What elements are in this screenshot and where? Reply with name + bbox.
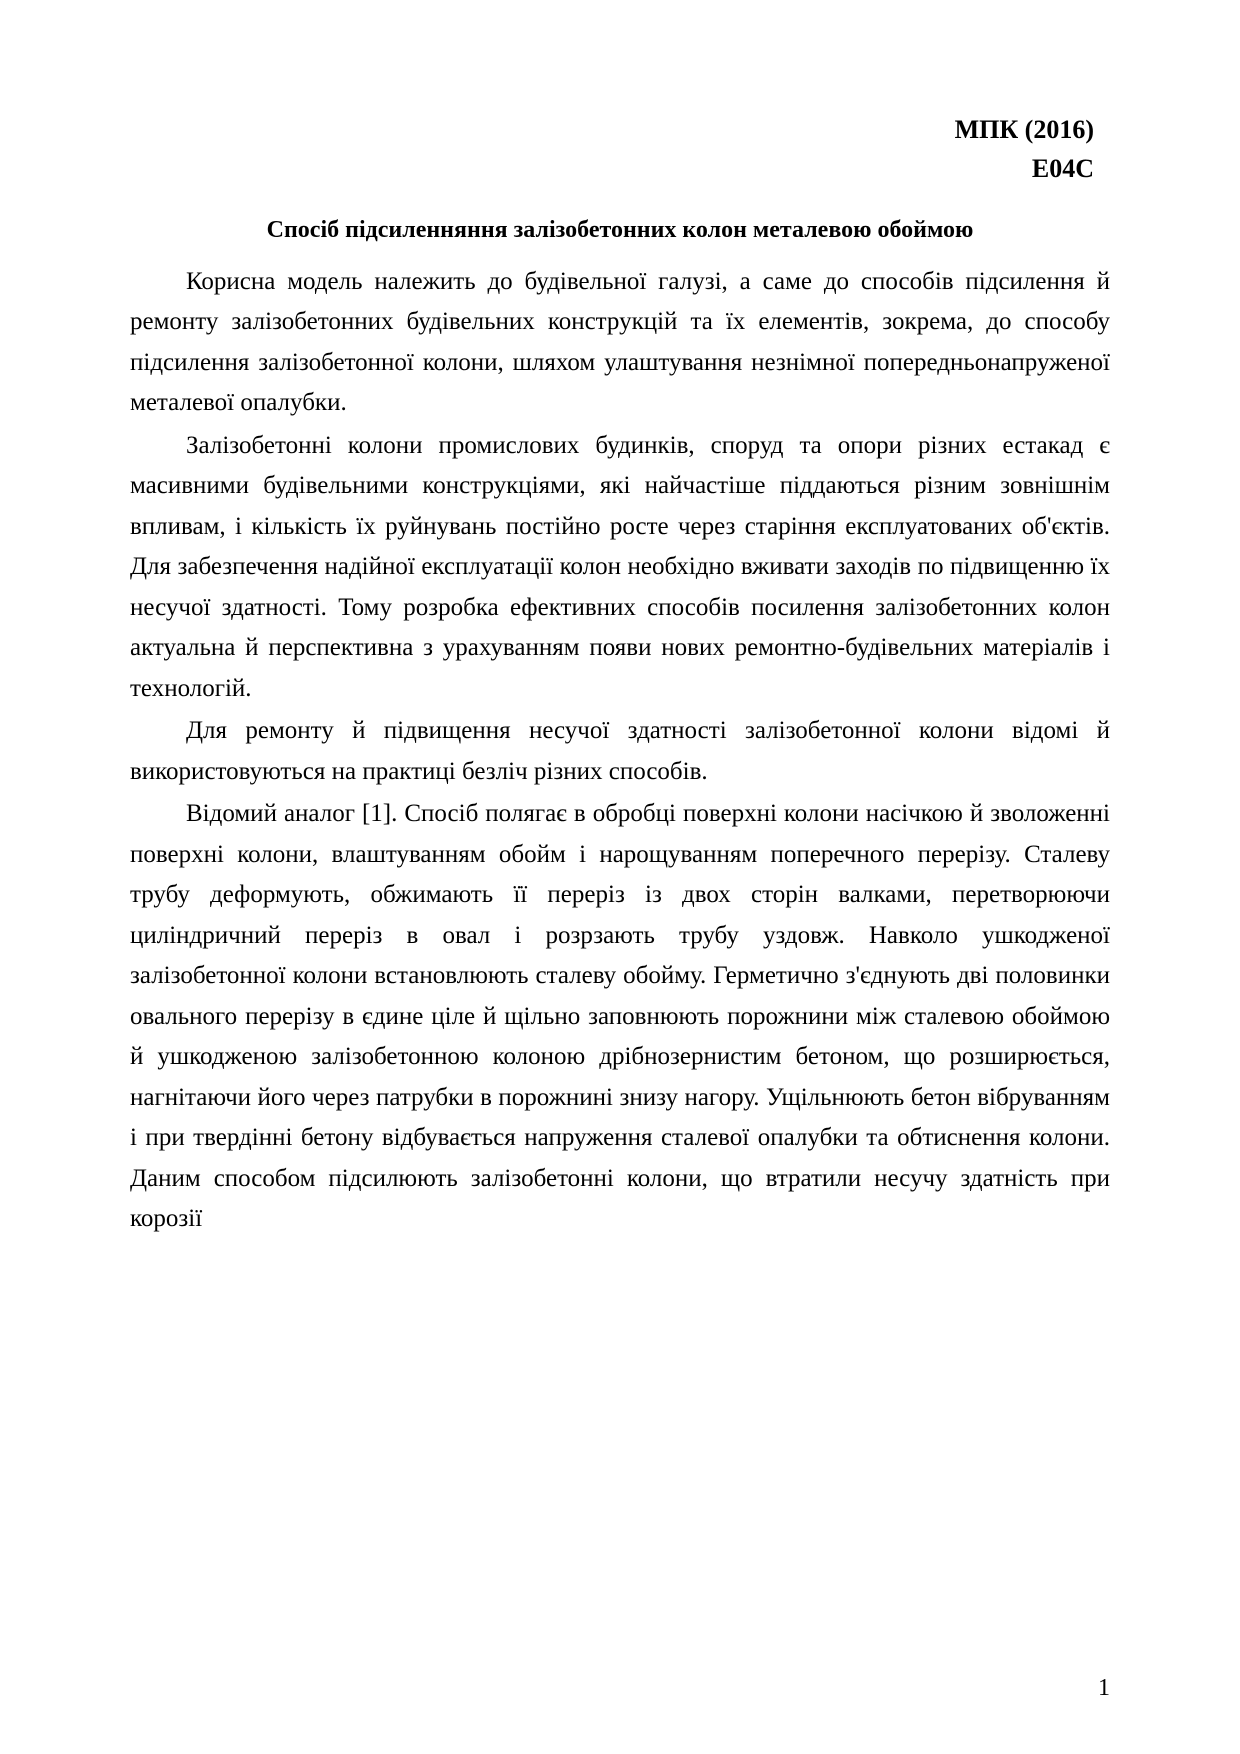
paragraph-1: Корисна модель належить до будівельної галузі, а саме до способів підсилення й ремонту залізобетонних будівельних конструкцій та їх елементів, зокрема, до способу підсилення залізобетонної колони, шляхом улаштування незнімної попередньонапруженої металевої опалубки. [130,267,1110,417]
ipc-code-year: МПК (2016) [954,115,1094,144]
paragraph-2: Залізобетонні колони промислових будинків, споруд та опори різних естакад є масивними будівельними конструкціями, які найчастіше піддаються різним зовнішнім впливам, і кількість їх руйнувань постійно росте через старіння експлуатованих об'єктів. Для забезпечення надійної експлуатації колон необхідно вживати заходів по підвищенню їх несучої здатності. Тому розробка ефективних способів посилення залізобетонних колон актуальна й перспективна з урахуванням появи нових ремонтно-будівельних матеріалів і технологій. [130,431,1110,702]
page-title: Спосіб підсиленняння залізобетонних колон металевою обоймою [266,217,974,243]
paragraph-3: Для ремонту й підвищення несучої здатності залізобетонної колони відомі й використовуються на практиці безліч різних способів. [130,717,1110,785]
ipc-class: E04C [1031,154,1094,183]
page-number: 1 [1098,1675,1110,1701]
paragraph-4: Відомий аналог [1]. Спосіб полягає в обробці поверхні колони насічкою й зволоженні поверхні колони, влаштуванням обойм і нарощуванням поперечного перерізу. Сталеву трубу деформують, обжимають її переріз із двох сторін валками, перетворюючи циліндричний переріз в овал і розрзають трубу уздовж. Навколо ушкодженої залізобетонної колони встановлюють сталеву обойму. Герметично з'єднують дві половинки овального перерізу в єдине ціле й щільно заповнюють порожнини між сталевою обоймою й ушкодженою залізобетонною колоною дрібнозернистим бетоном, що розширюється, нагнітаючи його через патрубки в порожнині знизу нагору. Ущільнюють бетон вібруванням і при твердінні бетону відбувається напруження сталевої опалубки та обтиснення колони. Даним способом підсилюють залізобетонні колони, що втратили несучу здатність при корозії [130,800,1110,1233]
patent-classification-header [130,110,1094,188]
